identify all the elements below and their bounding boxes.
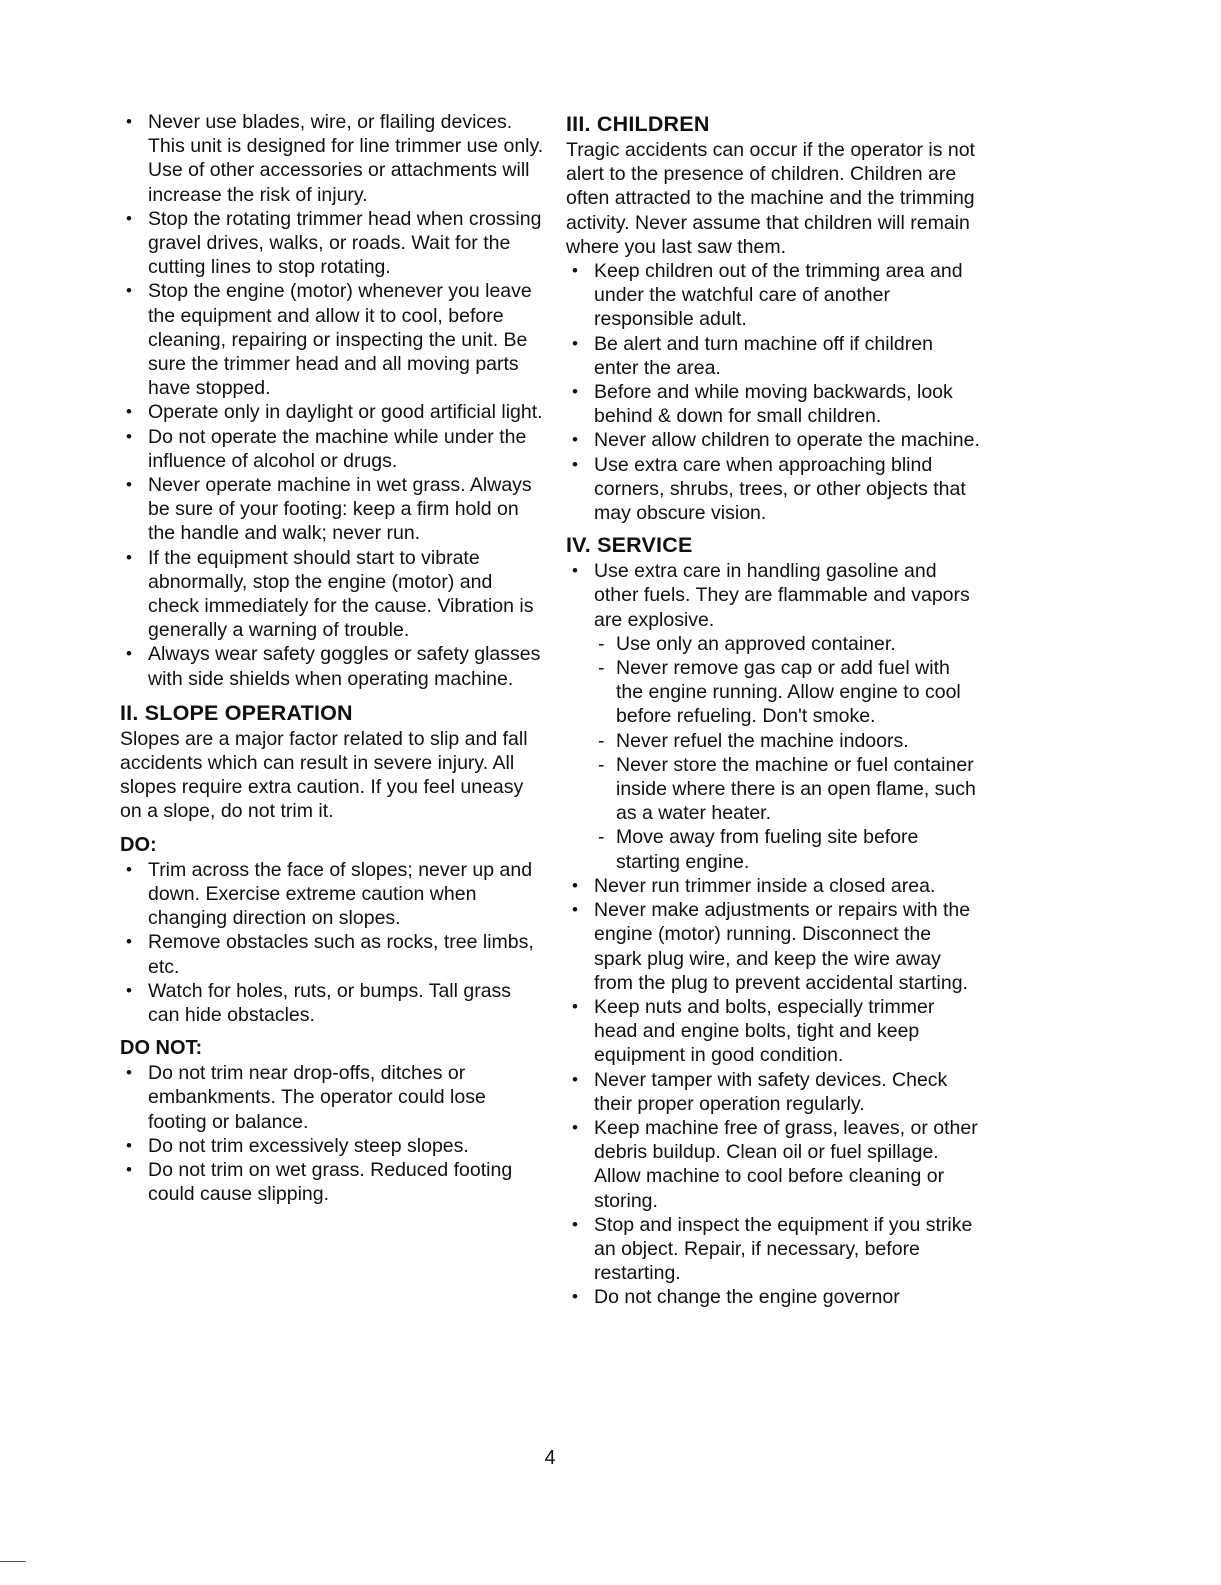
do-not-list	[120, 1061, 545, 1206]
list-item	[566, 559, 981, 874]
safety-rules-list	[120, 110, 545, 691]
list-item: • Remove obstacles such as rocks, tree limbs, etc.	[120, 930, 545, 978]
list-item: • Never use blades, wire, or flailing devices. This unit is designed for line trimmer use only. Use of other accessories or attachments will increase the risk of injury.	[120, 110, 545, 207]
service-heading: IV. SERVICE	[566, 533, 693, 558]
do-not-heading: DO NOT:	[120, 1037, 203, 1060]
list-item: • Operate only in daylight or good artificial light.	[120, 400, 545, 424]
slope-operation-heading: II. SLOPE OPERATION	[120, 700, 353, 725]
do-list	[120, 858, 545, 1027]
list-item: • Always wear safety goggles or safety glasses with side shields when operating machine.	[120, 642, 545, 690]
list-item: • Stop and inspect the equipment if you strike an object. Repair, if necessary, before restarting.	[566, 1213, 981, 1286]
children-intro-paragraph: Tragic accidents can occur if the operator is not alert to the presence of children. Children are often attracted to the machine and the trimming activity. Never assume that children will remain where you last saw them.	[566, 139, 975, 258]
list-item: • Do not trim excessively steep slopes.	[120, 1134, 545, 1158]
list-item: • Watch for holes, ruts, or bumps. Tall grass can hide obstacles.	[120, 979, 545, 1027]
sub-list-item: - Never remove gas cap or add fuel with the engine running. Allow engine to cool before refueling. Don't smoke.	[594, 656, 981, 729]
list-item: • Keep machine free of grass, leaves, or other debris buildup. Clean oil or fuel spillage. Allow machine to cool before cleaning or storing.	[566, 1116, 981, 1213]
list-item: • Never make adjustments or repairs with the engine (motor) running. Disconnect the spark plug wire, and keep the wire away from the plug to prevent accidental starting.	[566, 898, 981, 995]
children-list	[566, 259, 981, 525]
list-item: • Before and while moving backwards, look behind & down for small children.	[566, 380, 981, 428]
list-item: • Stop the engine (motor) whenever you leave the equipment and allow it to cool, before cleaning, repairing or inspecting the unit. Be sure the trimmer head and all moving parts have stopped.	[120, 279, 545, 400]
list-item: • Keep nuts and bolts, especially trimmer head and engine bolts, tight and keep equipment in good condition.	[566, 995, 981, 1068]
list-item: • Do not trim near drop-offs, ditches or embankments. The operator could lose footing or balance.	[120, 1061, 545, 1134]
do-heading: DO:	[120, 833, 157, 856]
list-item: • Be alert and turn machine off if children enter the area.	[566, 332, 981, 380]
slope-intro-paragraph: Slopes are a major factor related to slip and fall accidents which can result in severe injury. All slopes require extra caution. If you feel uneasy on a slope, do not trim it.	[120, 727, 528, 823]
list-item: • Do not operate the machine while under the influence of alcohol or drugs.	[120, 425, 545, 473]
sub-list-item: - Move away from fueling site before starting engine.	[594, 825, 981, 873]
right-column	[566, 110, 981, 1310]
list-item: • Never allow children to operate the machine.	[566, 428, 981, 452]
list-item: • Trim across the face of slopes; never up and down. Exercise extreme caution when changing direction on slopes.	[120, 858, 545, 931]
sub-list-item: - Never store the machine or fuel container inside where there is an open flame, such as a water heater.	[594, 753, 981, 826]
service-list	[566, 559, 981, 1309]
page-number: 4	[544, 1447, 556, 1469]
sub-list-item: - Use only an approved container.	[594, 632, 981, 656]
list-item: • Never operate machine in wet grass. Always be sure of your footing: keep a firm hold on the handle and walk; never run.	[120, 473, 545, 546]
list-item: • If the equipment should start to vibrate abnormally, stop the engine (motor) and check immediately for the cause. Vibration is generally a warning of trouble.	[120, 546, 545, 643]
list-item: • Keep children out of the trimming area and under the watchful care of another responsible adult.	[566, 259, 981, 332]
children-heading: III. CHILDREN	[566, 112, 710, 136]
list-item: • Use extra care when approaching blind corners, shrubs, trees, or other objects that may obscure vision.	[566, 453, 981, 526]
fuel-subitems-list	[594, 632, 981, 874]
list-item: • Never run trimmer inside a closed area.	[566, 874, 981, 898]
list-item: • Stop the rotating trimmer head when crossing gravel drives, walks, or roads. Wait for the cutting lines to stop rotating.	[120, 207, 545, 280]
scan-edge-mark	[0, 1561, 26, 1562]
list-item: • Never tamper with safety devices. Check their proper operation regularly.	[566, 1068, 981, 1116]
list-item: • Do not change the engine governor	[566, 1285, 981, 1309]
list-item: • Do not trim on wet grass. Reduced footing could cause slipping.	[120, 1158, 545, 1206]
left-column	[120, 110, 545, 1206]
fuel-handling-text: Use extra care in handling gasoline and other fuels. They are flammable and vapors are explosive.	[594, 560, 970, 631]
sub-list-item: - Never refuel the machine indoors.	[594, 729, 981, 753]
